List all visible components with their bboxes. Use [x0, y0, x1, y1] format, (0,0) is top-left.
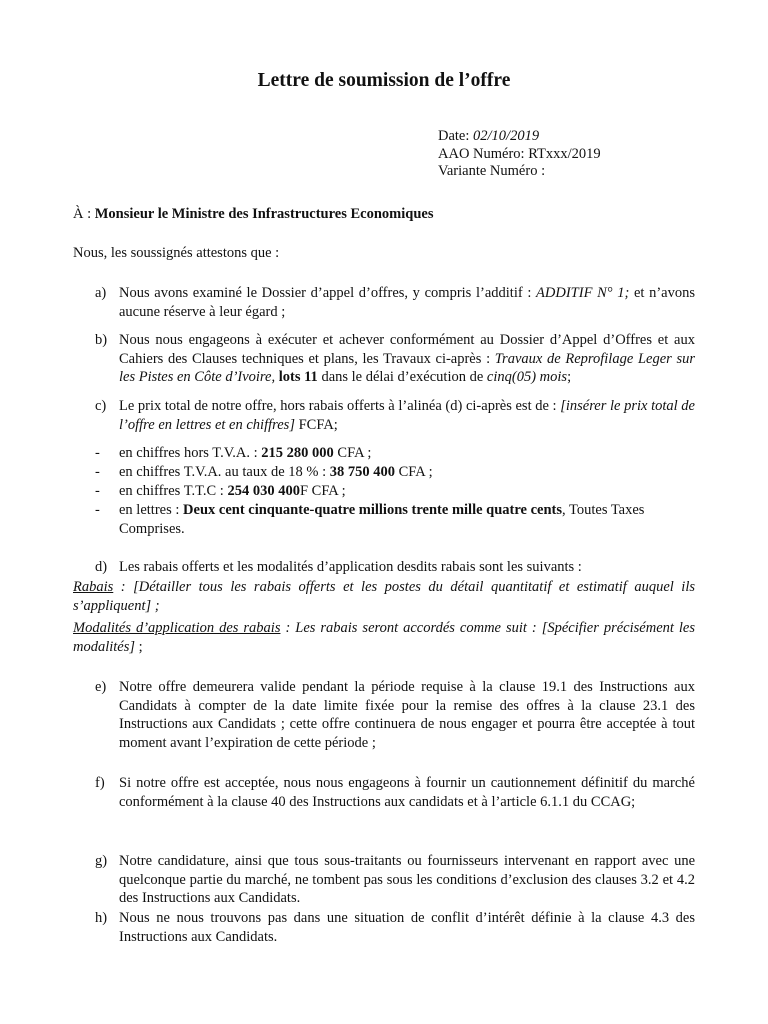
- clause-text: Nous nous engageons à exécuter et achever conformément au Dossier d’Appel d’Offres et aux Cahiers des Clauses techniques et plans, les Travaux ci-après : Travaux de Reprofilage Leger sur les Pistes en Côte d’Ivoire, lots 11 dans le délai d’exécution de cinq(05) mois;: [119, 332, 695, 385]
- clause-text: Le prix total de notre offre, hors rabais offerts à l’alinéa (d) ci-après est de : [insérer le prix total de l’offre en lettres et en chiffres] FCFA;: [119, 398, 695, 433]
- rabais-label: Rabais: [73, 579, 114, 595]
- modalites-label: Modalités d’application des rabais: [73, 620, 281, 636]
- date-label: Date:: [438, 128, 474, 144]
- price-ttc-value: 254 030 400: [227, 483, 300, 499]
- rabais-block: Rabais : [Détailler tous les rabais offerts et les postes du détail quantitatif et estimatif auquel ils s’appliquent] ;: [73, 579, 695, 614]
- clause-label: h): [95, 910, 108, 926]
- clause-a: [73, 284, 695, 321]
- clause-label: f): [95, 775, 105, 791]
- price-lettres: - en lettres : Deux cent cinquante-quatre millions trente mille quatre cents, Toutes Taxes Comprises.: [95, 502, 645, 537]
- modalites-block: Modalités d’application des rabais : Les rabais seront accordés comme suit : [Spécifier précisément les modalités] ;: [73, 620, 695, 655]
- price-lettres-value: Deux cent cinquante-quatre millions trente mille quatre cents: [183, 502, 563, 518]
- document-title: Lettre de soumission de l’offre: [257, 70, 511, 91]
- intro-text: Nous, les soussignés attestons que :: [73, 245, 280, 261]
- clause-text: Si notre offre est acceptée, nous nous engageons à fournir un cautionnement définitif du marché conformément à la clause 40 des Instructions aux candidats et à l’article 6.1.1 du CCAG;: [119, 775, 695, 810]
- clause-label: c): [95, 398, 107, 414]
- date-value: 02/10/2019: [473, 128, 540, 144]
- clause-text: Nous ne nous trouvons pas dans une situation de conflit d’intérêt définie à la clause 4.3 des Instructions aux Candidats.: [119, 910, 695, 945]
- price-ht-value: 215 280 000: [261, 445, 334, 461]
- clause-label: b): [95, 332, 108, 348]
- recipient: [73, 206, 433, 223]
- clause-e: [73, 678, 695, 752]
- clause-b: [73, 331, 695, 387]
- clause-label: a): [95, 285, 107, 301]
- recipient-prefix: À :: [73, 206, 95, 222]
- clause-c: [73, 397, 695, 434]
- clause-label: g): [95, 853, 108, 869]
- clause-f: [73, 774, 695, 811]
- clause-text: Nous avons examiné le Dossier d’appel d’offres, y compris l’additif : ADDITIF N° 1; et n’avons aucune réserve à leur égard ;: [119, 285, 696, 320]
- price-ttc: - en chiffres T.T.C : 254 030 400F CFA ;: [95, 483, 346, 499]
- clause-g: [73, 852, 695, 908]
- clause-text: Les rabais offerts et les modalités d’application desdits rabais sont les suivants :: [119, 559, 582, 575]
- price-tva-value: 38 750 400: [329, 464, 395, 480]
- clause-text: Notre candidature, ainsi que tous sous-traitants ou fournisseurs intervenant en rapport avec une quelconque partie du marché, ne tombent pas sous les conditions d’exclusion des clauses 3.2 et 4.2 des Instructions aux Candidats.: [119, 853, 695, 906]
- date-line: [438, 128, 601, 146]
- header-meta: [438, 128, 601, 181]
- clause-label: e): [95, 679, 107, 695]
- price-ht: - en chiffres hors T.V.A. : 215 280 000 CFA ;: [95, 445, 372, 461]
- variante-number: Variante Numéro :: [438, 163, 546, 179]
- price-tva: - en chiffres T.V.A. au taux de 18 % : 38 750 400 CFA ;: [95, 464, 433, 480]
- clause-d: [73, 558, 695, 577]
- clause-label: d): [95, 559, 108, 575]
- aao-number: AAO Numéro: RTxxx/2019: [438, 145, 601, 162]
- clause-h: [73, 909, 695, 946]
- recipient-name: Monsieur le Ministre des Infrastructures Economiques: [94, 206, 434, 222]
- clause-text: Notre offre demeurera valide pendant la période requise à la clause 19.1 des Instructions aux Candidats à compter de la date limite fixée pour la remise des offres à la clause 23.1 des Instructions aux Candidats ; cette offre continuera de nous engager et pourra être acceptée à tout moment avant l’expiration de cette période ;: [119, 679, 695, 751]
